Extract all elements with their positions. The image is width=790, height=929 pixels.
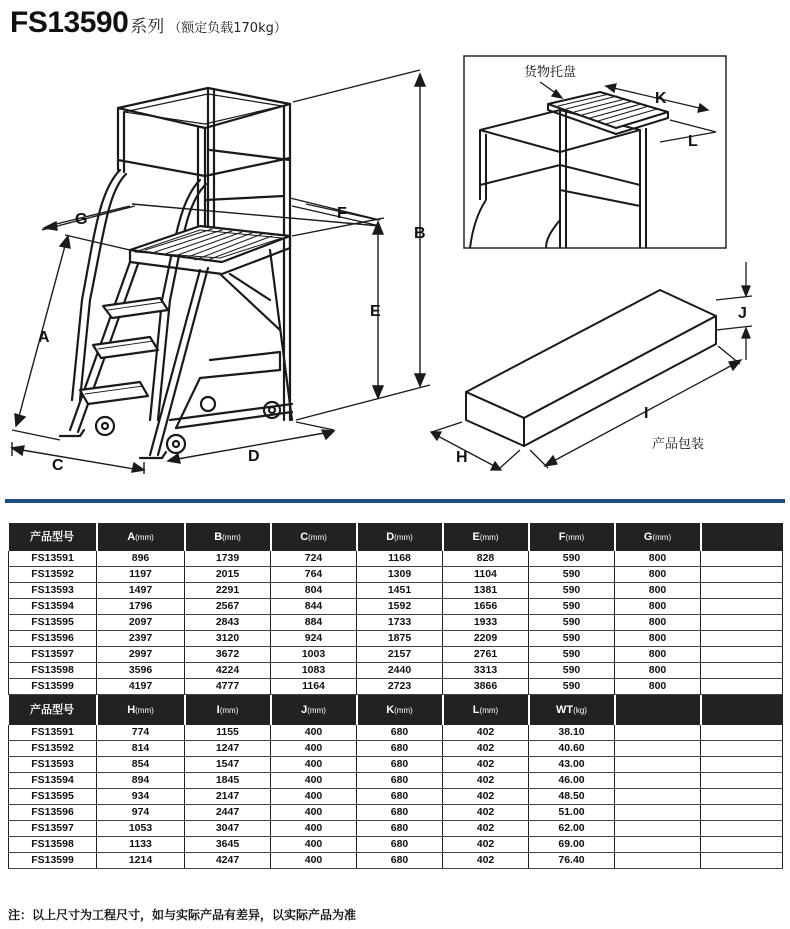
section-divider xyxy=(5,499,785,503)
value-cell: 2097 xyxy=(97,615,185,631)
value-cell: 800 xyxy=(615,583,701,599)
value-cell: 800 xyxy=(615,615,701,631)
value-cell: 814 xyxy=(97,741,185,757)
value-cell xyxy=(701,805,783,821)
table-row xyxy=(9,567,783,583)
table-row xyxy=(9,821,783,837)
value-cell: 402 xyxy=(443,805,529,821)
value-cell: 590 xyxy=(529,647,615,663)
model-cell: FS13597 xyxy=(9,647,97,663)
value-cell: 894 xyxy=(97,773,185,789)
col-header: B(mm) xyxy=(185,523,271,551)
model-number: FS13590 xyxy=(10,6,129,39)
value-cell xyxy=(615,773,701,789)
table-row xyxy=(9,837,783,853)
value-cell xyxy=(701,583,783,599)
value-cell: 402 xyxy=(443,837,529,853)
col-header: A(mm) xyxy=(97,523,185,551)
dim-label-l: L xyxy=(688,133,698,150)
value-cell: 1164 xyxy=(271,679,357,695)
table-row xyxy=(9,599,783,615)
value-cell: 2843 xyxy=(185,615,271,631)
value-cell: 2157 xyxy=(357,647,443,663)
value-cell: 400 xyxy=(271,725,357,741)
value-cell: 3313 xyxy=(443,663,529,679)
value-cell: 400 xyxy=(271,837,357,853)
value-cell xyxy=(615,789,701,805)
package-label: 产品包装 xyxy=(652,437,705,452)
value-cell: 884 xyxy=(271,615,357,631)
value-cell: 40.60 xyxy=(529,741,615,757)
value-cell: 3672 xyxy=(185,647,271,663)
table-row xyxy=(9,647,783,663)
model-cell: FS13599 xyxy=(9,853,97,869)
col-header xyxy=(701,523,783,551)
col-header: L(mm) xyxy=(443,695,529,725)
value-cell: 680 xyxy=(357,805,443,821)
value-cell: 934 xyxy=(97,789,185,805)
model-cell: FS13596 xyxy=(9,805,97,821)
col-header: WT(kg) xyxy=(529,695,615,725)
col-header: I(mm) xyxy=(185,695,271,725)
value-cell: 3047 xyxy=(185,821,271,837)
value-cell: 2209 xyxy=(443,631,529,647)
value-cell: 1168 xyxy=(357,551,443,567)
value-cell: 1547 xyxy=(185,757,271,773)
value-cell: 1733 xyxy=(357,615,443,631)
value-cell: 1497 xyxy=(97,583,185,599)
model-cell: FS13597 xyxy=(9,821,97,837)
value-cell: 1381 xyxy=(443,583,529,599)
value-cell: 2147 xyxy=(185,789,271,805)
value-cell: 4197 xyxy=(97,679,185,695)
dim-label-e: E xyxy=(370,303,381,320)
table-2-body xyxy=(9,725,783,869)
value-cell: 724 xyxy=(271,551,357,567)
load-note: （额定负载170kg） xyxy=(168,21,287,36)
value-cell: 2291 xyxy=(185,583,271,599)
value-cell: 2761 xyxy=(443,647,529,663)
table-row xyxy=(9,805,783,821)
value-cell xyxy=(701,725,783,741)
dim-label-c: C xyxy=(52,457,64,474)
value-cell: 1104 xyxy=(443,567,529,583)
value-cell: 800 xyxy=(615,599,701,615)
value-cell: 400 xyxy=(271,789,357,805)
value-cell: 402 xyxy=(443,853,529,869)
value-cell: 2567 xyxy=(185,599,271,615)
dim-label-i: I xyxy=(644,405,649,422)
value-cell: 402 xyxy=(443,789,529,805)
value-cell: 680 xyxy=(357,853,443,869)
value-cell: 1053 xyxy=(97,821,185,837)
value-cell: 800 xyxy=(615,567,701,583)
value-cell: 48.50 xyxy=(529,789,615,805)
value-cell xyxy=(701,663,783,679)
value-cell: 3120 xyxy=(185,631,271,647)
value-cell xyxy=(701,679,783,695)
value-cell: 680 xyxy=(357,789,443,805)
value-cell: 400 xyxy=(271,741,357,757)
value-cell: 4777 xyxy=(185,679,271,695)
value-cell: 402 xyxy=(443,773,529,789)
dim-label-k: K xyxy=(655,90,667,107)
model-cell: FS13593 xyxy=(9,757,97,773)
model-cell: FS13595 xyxy=(9,789,97,805)
value-cell: 3645 xyxy=(185,837,271,853)
value-cell: 974 xyxy=(97,805,185,821)
ladder-drawing xyxy=(60,88,292,458)
col-header: E(mm) xyxy=(443,523,529,551)
value-cell: 1197 xyxy=(97,567,185,583)
value-cell xyxy=(615,741,701,757)
dim-label-a: A xyxy=(38,329,50,346)
value-cell xyxy=(701,599,783,615)
value-cell: 854 xyxy=(97,757,185,773)
value-cell: 896 xyxy=(97,551,185,567)
value-cell: 400 xyxy=(271,757,357,773)
table-row xyxy=(9,741,783,757)
col-header: D(mm) xyxy=(357,523,443,551)
table-row xyxy=(9,615,783,631)
table-1-header-row xyxy=(9,523,783,551)
value-cell: 1933 xyxy=(443,615,529,631)
dim-label-h: H xyxy=(456,449,468,466)
table-row xyxy=(9,631,783,647)
value-cell: 1214 xyxy=(97,853,185,869)
value-cell: 1451 xyxy=(357,583,443,599)
value-cell: 1155 xyxy=(185,725,271,741)
model-cell: FS13598 xyxy=(9,663,97,679)
value-cell: 2440 xyxy=(357,663,443,679)
value-cell: 680 xyxy=(357,741,443,757)
col-header: K(mm) xyxy=(357,695,443,725)
value-cell: 844 xyxy=(271,599,357,615)
value-cell xyxy=(701,773,783,789)
table-row xyxy=(9,725,783,741)
table-2-header-row xyxy=(9,695,783,725)
model-cell: FS13591 xyxy=(9,725,97,741)
value-cell: 680 xyxy=(357,837,443,853)
col-header: F(mm) xyxy=(529,523,615,551)
value-cell: 590 xyxy=(529,663,615,679)
model-cell: FS13592 xyxy=(9,741,97,757)
col-header: G(mm) xyxy=(615,523,701,551)
value-cell: 680 xyxy=(357,773,443,789)
spec-table-2 xyxy=(8,695,783,869)
value-cell xyxy=(701,757,783,773)
model-cell: FS13595 xyxy=(9,615,97,631)
value-cell: 680 xyxy=(357,821,443,837)
dim-label-b: B xyxy=(414,225,426,242)
value-cell: 2397 xyxy=(97,631,185,647)
value-cell: 43.00 xyxy=(529,757,615,773)
model-cell: FS13591 xyxy=(9,551,97,567)
value-cell: 2997 xyxy=(97,647,185,663)
value-cell: 1796 xyxy=(97,599,185,615)
value-cell: 1309 xyxy=(357,567,443,583)
table-row xyxy=(9,551,783,567)
table-row xyxy=(9,679,783,695)
value-cell: 400 xyxy=(271,805,357,821)
tray-detail xyxy=(464,56,726,248)
model-cell: FS13592 xyxy=(9,567,97,583)
col-header: 产品型号 xyxy=(9,695,97,725)
value-cell: 4247 xyxy=(185,853,271,869)
spec-table-1 xyxy=(8,523,783,695)
model-cell: FS13599 xyxy=(9,679,97,695)
value-cell: 1247 xyxy=(185,741,271,757)
value-cell: 46.00 xyxy=(529,773,615,789)
value-cell xyxy=(615,853,701,869)
dim-label-g: G xyxy=(75,211,88,228)
col-header: C(mm) xyxy=(271,523,357,551)
value-cell: 400 xyxy=(271,773,357,789)
value-cell: 402 xyxy=(443,725,529,741)
value-cell: 1845 xyxy=(185,773,271,789)
value-cell: 402 xyxy=(443,757,529,773)
value-cell: 800 xyxy=(615,647,701,663)
value-cell: 800 xyxy=(615,631,701,647)
col-header: 产品型号 xyxy=(9,523,97,551)
model-cell: FS13594 xyxy=(9,599,97,615)
value-cell: 400 xyxy=(271,853,357,869)
value-cell: 3596 xyxy=(97,663,185,679)
value-cell xyxy=(701,551,783,567)
value-cell: 590 xyxy=(529,567,615,583)
value-cell xyxy=(615,725,701,741)
value-cell: 400 xyxy=(271,821,357,837)
dim-label-f: F xyxy=(337,205,347,222)
value-cell: 800 xyxy=(615,663,701,679)
value-cell: 590 xyxy=(529,599,615,615)
col-header: J(mm) xyxy=(271,695,357,725)
value-cell: 1003 xyxy=(271,647,357,663)
value-cell: 1875 xyxy=(357,631,443,647)
value-cell: 1592 xyxy=(357,599,443,615)
value-cell: 2015 xyxy=(185,567,271,583)
col-header: H(mm) xyxy=(97,695,185,725)
value-cell: 764 xyxy=(271,567,357,583)
value-cell xyxy=(615,837,701,853)
value-cell xyxy=(701,567,783,583)
dim-label-j: J xyxy=(738,305,747,322)
table-row xyxy=(9,757,783,773)
value-cell xyxy=(615,805,701,821)
col-header xyxy=(615,695,701,725)
table-row xyxy=(9,853,783,869)
table-row xyxy=(9,583,783,599)
value-cell: 1739 xyxy=(185,551,271,567)
value-cell: 924 xyxy=(271,631,357,647)
package-drawing xyxy=(431,262,752,470)
value-cell xyxy=(701,615,783,631)
value-cell: 402 xyxy=(443,821,529,837)
value-cell: 804 xyxy=(271,583,357,599)
value-cell: 828 xyxy=(443,551,529,567)
value-cell: 62.00 xyxy=(529,821,615,837)
table-1-body xyxy=(9,551,783,695)
value-cell: 590 xyxy=(529,583,615,599)
value-cell: 1083 xyxy=(271,663,357,679)
value-cell: 1133 xyxy=(97,837,185,853)
value-cell: 590 xyxy=(529,615,615,631)
model-cell: FS13594 xyxy=(9,773,97,789)
value-cell: 69.00 xyxy=(529,837,615,853)
value-cell xyxy=(615,757,701,773)
value-cell: 800 xyxy=(615,551,701,567)
value-cell: 2723 xyxy=(357,679,443,695)
value-cell: 680 xyxy=(357,725,443,741)
model-cell: FS13598 xyxy=(9,837,97,853)
value-cell: 3866 xyxy=(443,679,529,695)
value-cell: 51.00 xyxy=(529,805,615,821)
footnote: 注：以上尺寸为工程尺寸，如与实际产品有差异，以实际产品为准 xyxy=(8,908,357,922)
tray-label: 货物托盘 xyxy=(524,65,577,80)
value-cell xyxy=(701,821,783,837)
value-cell xyxy=(701,631,783,647)
value-cell: 1656 xyxy=(443,599,529,615)
value-cell: 402 xyxy=(443,741,529,757)
value-cell: 590 xyxy=(529,631,615,647)
value-cell: 590 xyxy=(529,679,615,695)
series-label: 系列 xyxy=(130,17,165,37)
value-cell: 38.10 xyxy=(529,725,615,741)
table-row xyxy=(9,773,783,789)
value-cell xyxy=(701,853,783,869)
value-cell xyxy=(701,837,783,853)
value-cell xyxy=(701,789,783,805)
value-cell: 76.40 xyxy=(529,853,615,869)
value-cell: 590 xyxy=(529,551,615,567)
value-cell: 4224 xyxy=(185,663,271,679)
table-row xyxy=(9,663,783,679)
value-cell xyxy=(615,821,701,837)
value-cell: 680 xyxy=(357,757,443,773)
dim-label-d: D xyxy=(248,448,260,465)
value-cell: 800 xyxy=(615,679,701,695)
value-cell xyxy=(701,647,783,663)
value-cell: 2447 xyxy=(185,805,271,821)
table-row xyxy=(9,789,783,805)
value-cell: 774 xyxy=(97,725,185,741)
model-cell: FS13593 xyxy=(9,583,97,599)
col-header xyxy=(701,695,783,725)
value-cell xyxy=(701,741,783,757)
model-cell: FS13596 xyxy=(9,631,97,647)
spec-tables xyxy=(8,523,782,869)
